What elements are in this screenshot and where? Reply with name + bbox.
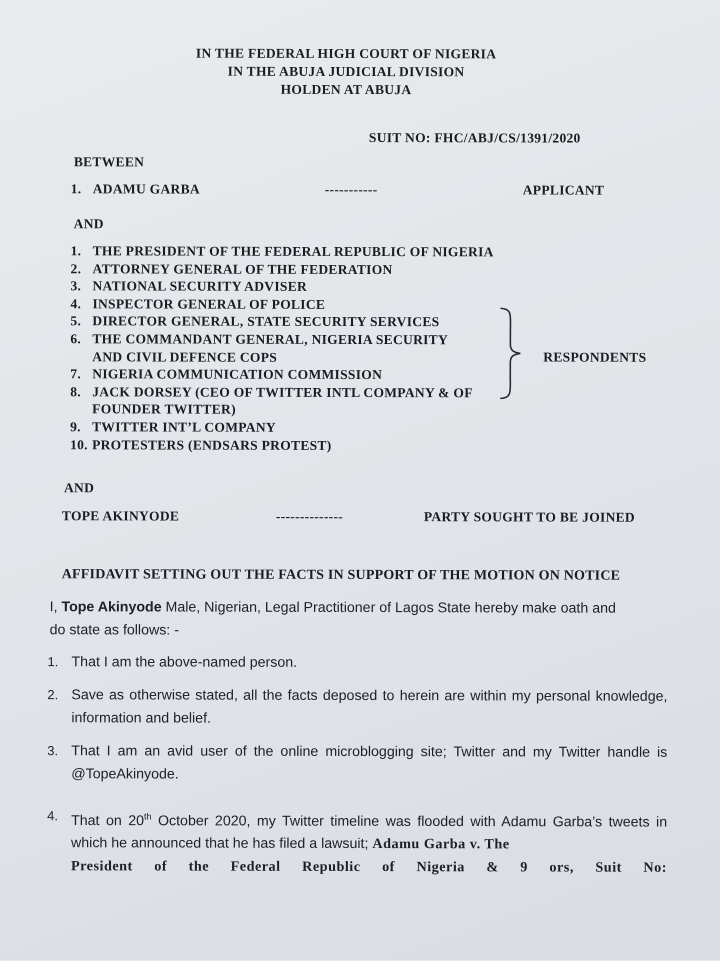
list-item: 1. THE PRESIDENT OF THE FEDERAL REPUBLIC OF NIGERIA (70, 243, 494, 260)
party-name: TOPE AKINYODE (61, 508, 180, 524)
applicant-name: ADAMU GARBA (92, 181, 200, 197)
suit-number: SUIT NO: FHC/ABJ/CS/1391/2020 (368, 130, 581, 146)
intro-line-1: I, Tope Akinyode Male, Nigerian, Legal Practitioner of Lagos State hereby make oath and (49, 599, 616, 617)
applicant-number: 1. (70, 181, 82, 197)
list-item: 3. NATIONAL SECURITY ADVISER (70, 278, 308, 295)
list-item: 9. TWITTER INT’L COMPANY (70, 419, 276, 435)
paragraph-1: 1. That I am the above-named person. (47, 654, 298, 671)
list-item: 4. INSPECTOR GENERAL OF POLICE (70, 296, 326, 312)
court-location: HOLDEN AT ABUJA (280, 81, 412, 98)
list-item: 2. ATTORNEY GENERAL OF THE FEDERATION (70, 260, 393, 277)
list-item: FOUNDER TWITTER) (92, 401, 236, 418)
intro-line-2: do state as follows: - (49, 622, 179, 639)
applicant-role: APPLICANT (522, 182, 605, 198)
party-role: PARTY SOUGHT TO BE JOINED (423, 509, 636, 525)
curly-brace-icon (496, 306, 526, 400)
between-label: BETWEEN (73, 154, 145, 170)
court-division: IN THE ABUJA JUDICIAL DIVISION (227, 63, 465, 80)
respondents-label: RESPONDENTS (543, 349, 647, 365)
deponent-name: Tope Akinyode (61, 599, 162, 616)
list-item: AND CIVIL DEFENCE COPS (92, 348, 278, 365)
list-item: 7. NIGERIA COMMUNICATION COMMISSION (70, 366, 383, 383)
paragraph-4: 4. That on 20th October 2020, my Twitter timeline was flooded with Adamu Garba’s tweets in which he announced that he has filed a lawsuit; Adamu Garba v. The President of the Federal Republic of Nigeria & 9 ors, Suit No: (47, 808, 668, 876)
and-label-1: AND (73, 216, 104, 232)
list-item: 6. THE COMMANDANT GENERAL, NIGERIA SECURITY (70, 331, 449, 348)
applicant-dashes: ----------- (324, 181, 378, 198)
respondents-list (70, 242, 494, 454)
party-dashes: -------------- (275, 508, 344, 524)
court-name: IN THE FEDERAL HIGH COURT OF NIGERIA (195, 45, 497, 62)
paragraph-3: 3. That I am an avid user of the online microblogging site; Twitter and my Twitter handle is @TopeAkinyode. (47, 743, 668, 783)
and-label-2: AND (63, 480, 95, 496)
list-item: 10. PROTESTERS (ENDSARS PROTEST) (70, 436, 332, 453)
paragraph-2: 2. Save as otherwise stated, all the facts deposed to herein are within my personal knowledge, information and belief. (47, 687, 668, 727)
list-item: 8. JACK DORSEY (CEO OF TWITTER INTL COMPANY & OF (70, 383, 473, 401)
list-item: 5. DIRECTOR GENERAL, STATE SECURITY SERVICES (70, 313, 440, 330)
affidavit-title: AFFIDAVIT SETTING OUT THE FACTS IN SUPPORT OF THE MOTION ON NOTICE (61, 567, 621, 584)
